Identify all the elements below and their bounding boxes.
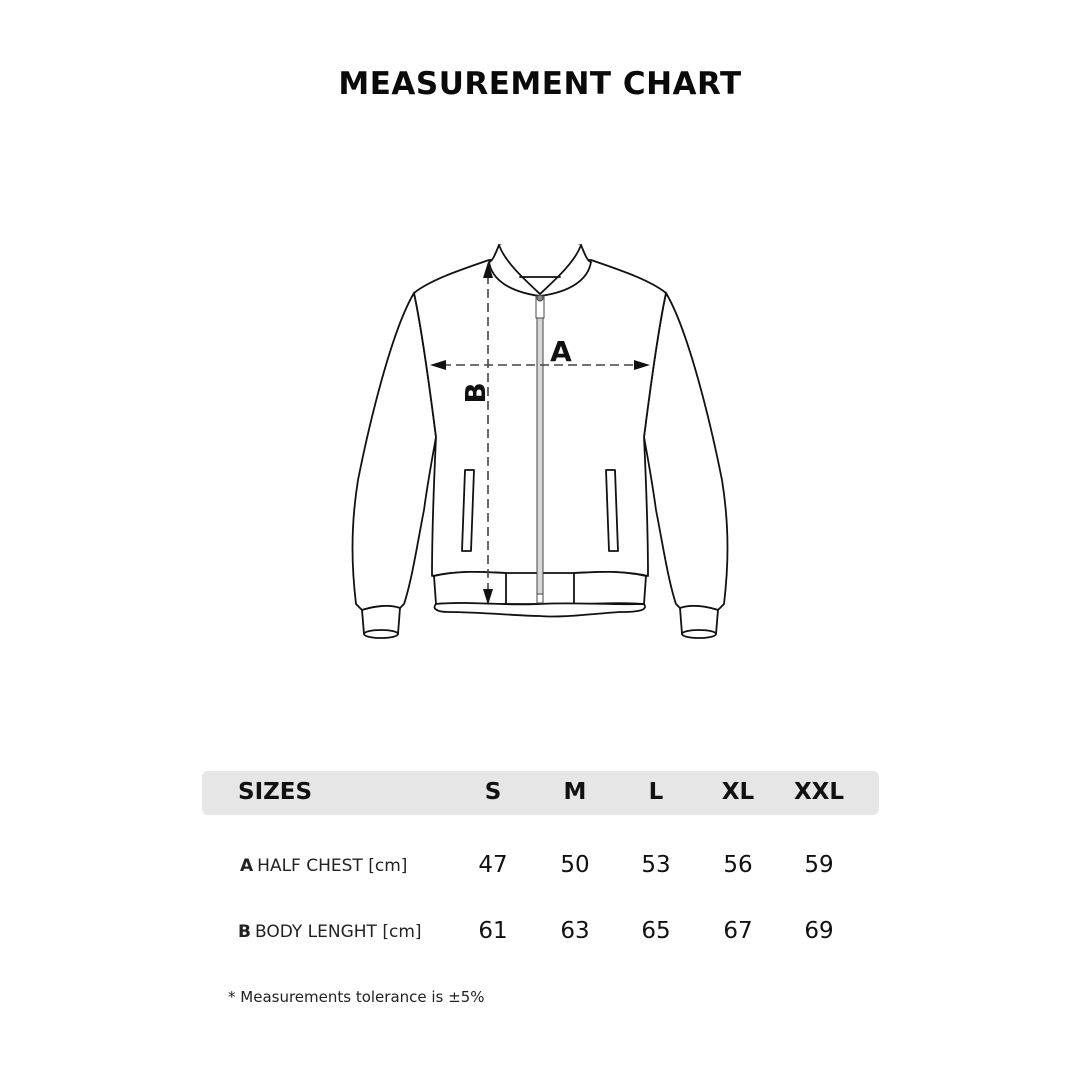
size-header-xl: XL	[721, 779, 755, 805]
value-xxl: 69	[804, 918, 834, 944]
row-label-text: BODY LENGHT [cm]	[254, 922, 422, 942]
table-row-body-length	[202, 914, 879, 954]
value-xl: 56	[723, 852, 753, 878]
table-row-half-chest	[202, 848, 879, 888]
row-label	[240, 856, 407, 876]
row-letter: A	[240, 856, 254, 876]
value-xxl: 59	[804, 852, 834, 878]
sizes-header-label: SIZES	[238, 779, 313, 805]
row-label	[238, 922, 422, 942]
value-l: 53	[641, 852, 671, 878]
jacket-illustration	[340, 230, 740, 650]
size-header-s: S	[484, 779, 502, 805]
size-header-xxl: XXL	[793, 779, 845, 805]
value-s: 47	[478, 852, 508, 878]
page-title: MEASUREMENT CHART	[338, 66, 742, 102]
size-table	[202, 771, 879, 944]
size-header-m: M	[563, 779, 587, 805]
size-table-header	[202, 771, 879, 815]
value-m: 63	[560, 918, 590, 944]
size-header-l: L	[648, 779, 664, 805]
value-xl: 67	[723, 918, 753, 944]
value-m: 50	[560, 852, 590, 878]
value-l: 65	[641, 918, 671, 944]
value-s: 61	[478, 918, 508, 944]
row-label-text: HALF CHEST [cm]	[257, 856, 408, 876]
measure-a-label: A	[550, 335, 572, 368]
row-letter: B	[238, 922, 251, 942]
jacket-sketch-icon	[340, 230, 740, 650]
measure-b-label: B	[459, 382, 492, 404]
tolerance-note: * Measurements tolerance is ±5%	[228, 988, 485, 1006]
